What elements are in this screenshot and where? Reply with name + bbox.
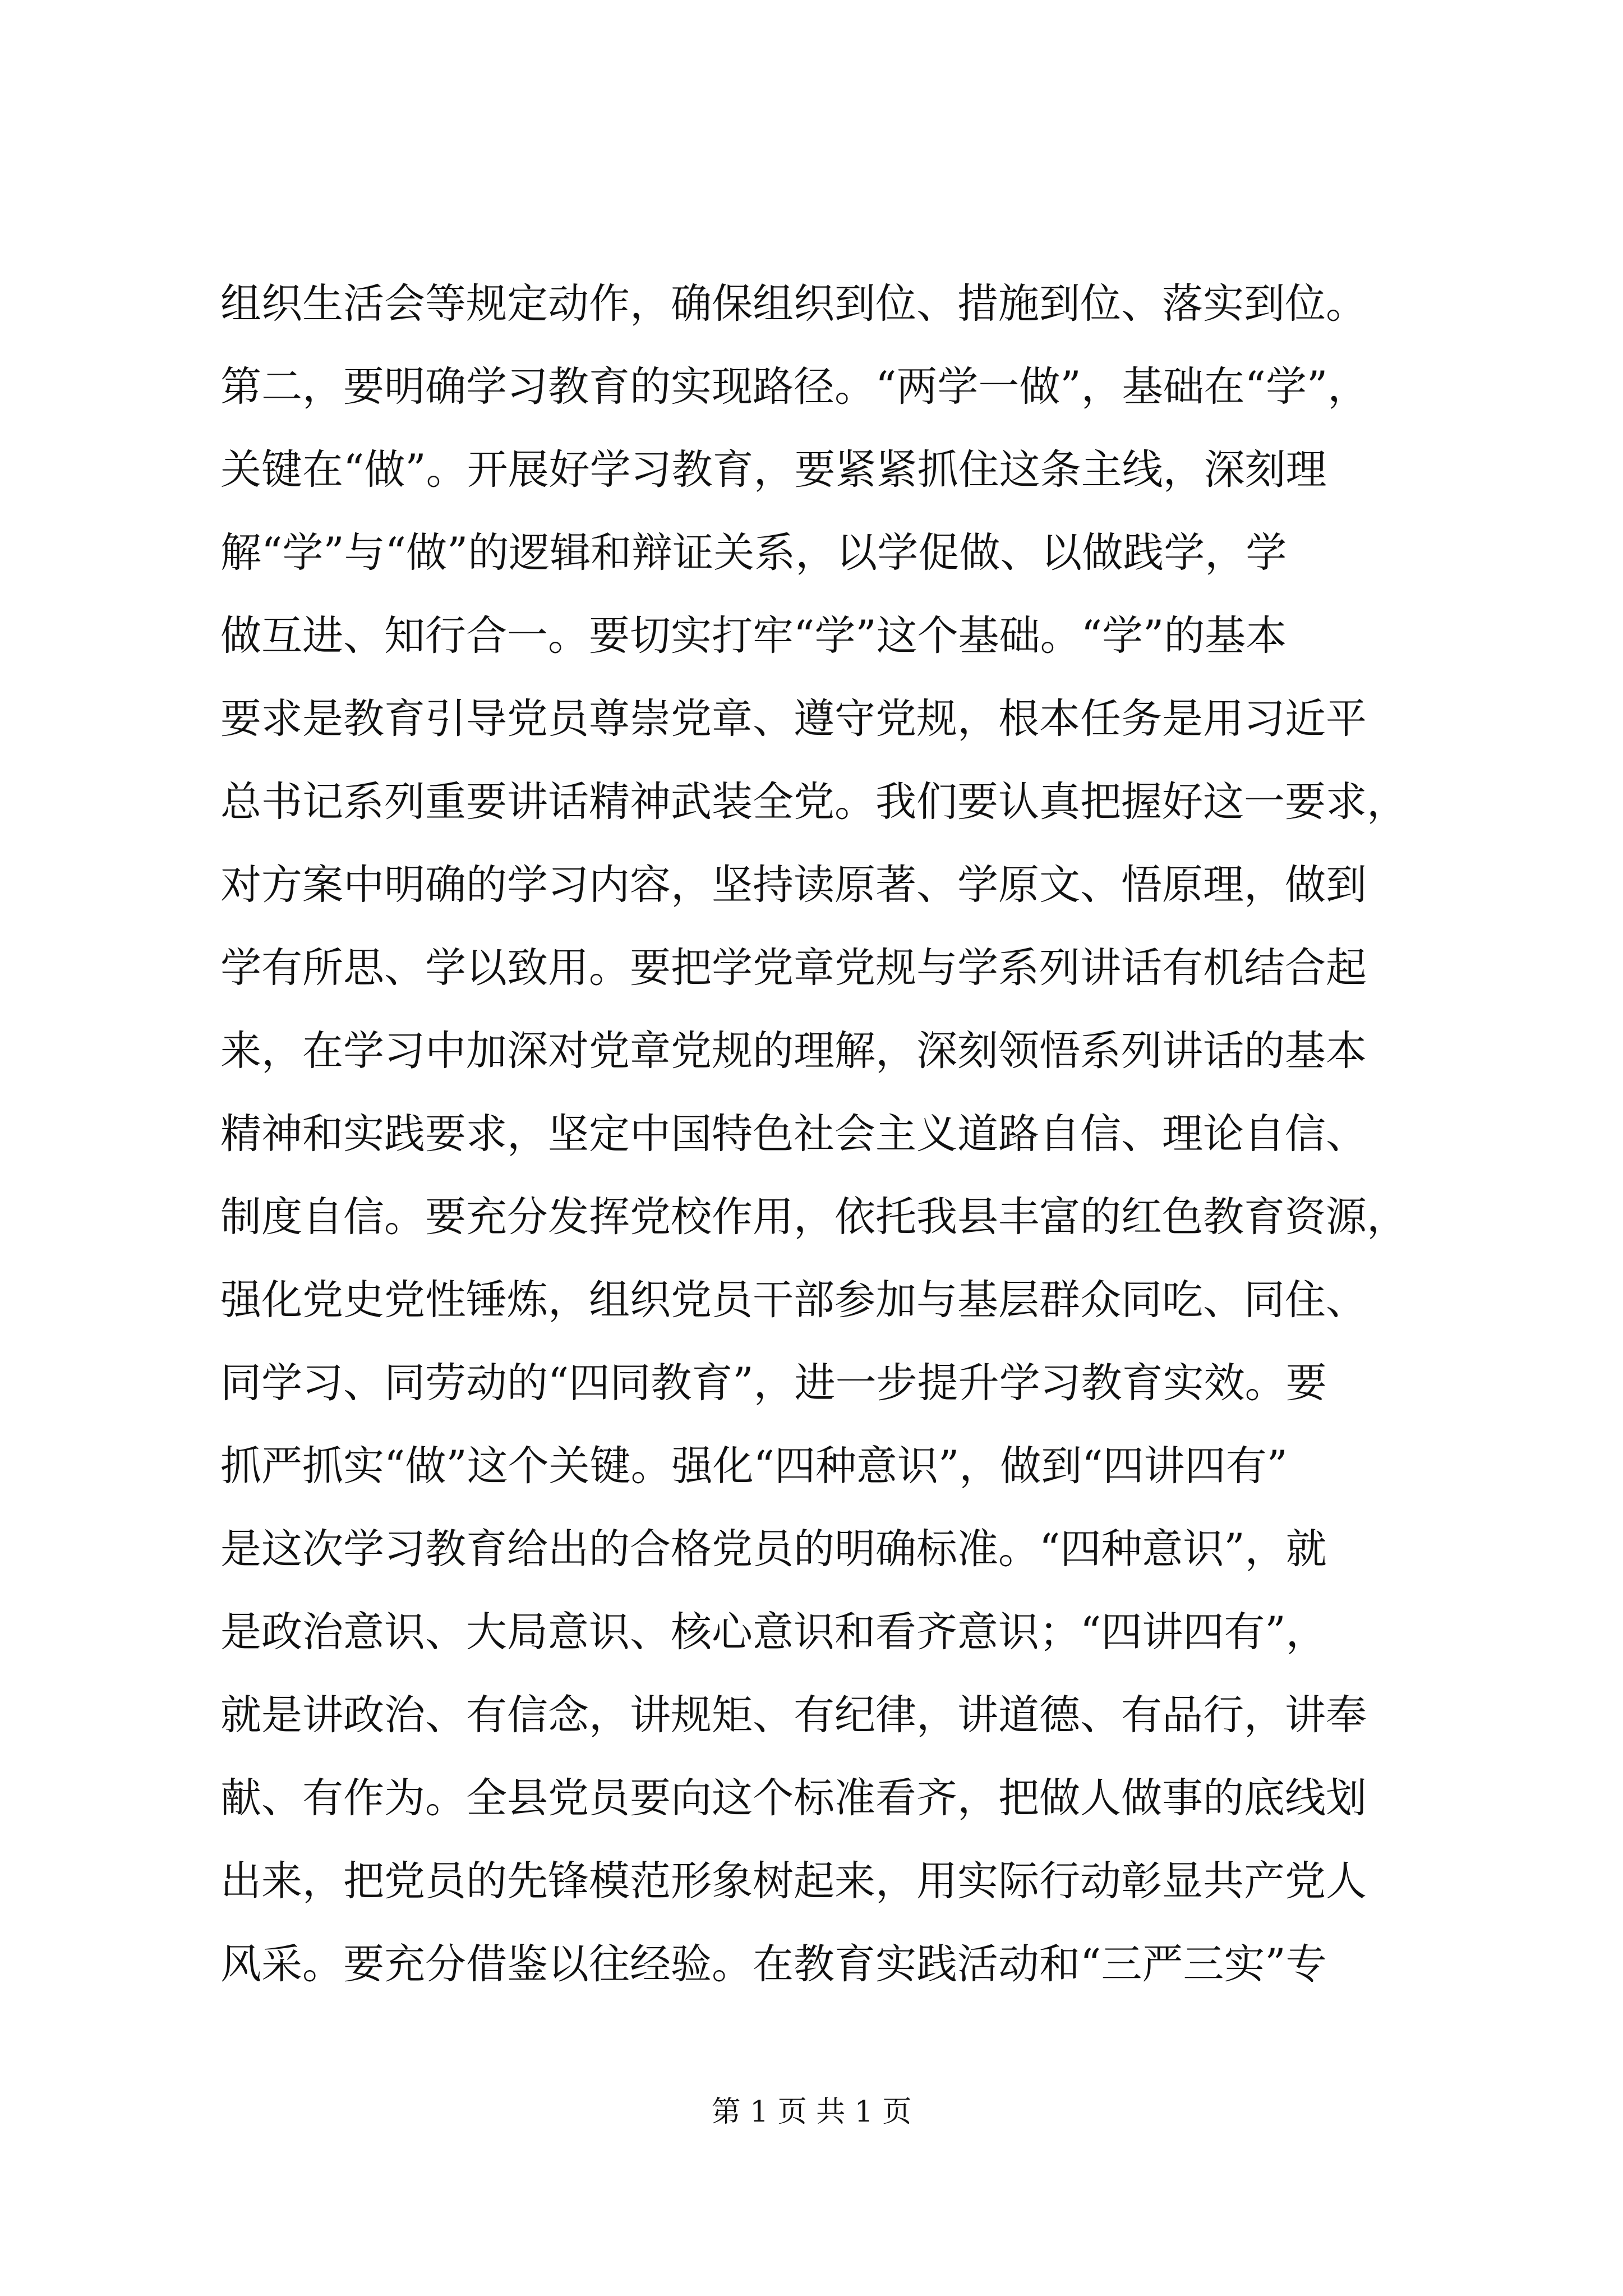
text-line: 对方案中明确的学习内容，坚持读原著、学原文、悟原理，做到	[220, 861, 1367, 909]
text-line: 制度自信。要充分发挥党校作用，依托我县丰富的红色教育资源，	[220, 1193, 1408, 1241]
text-line: 学有所思、学以致用。要把学党章党规与学系列讲话有机结合起	[220, 944, 1367, 992]
text-line: 是这次学习教育给出的合格党员的明确标准。“四种意识”，就	[220, 1525, 1327, 1573]
text-line: 精神和实践要求，坚定中国特色社会主义道路自信、理论自信、	[220, 1110, 1367, 1158]
text-line: 同学习、同劳动的“四同教育”，进一步提升学习教育实效。要	[220, 1359, 1327, 1407]
page-footer: 第 1 页 共 1 页	[711, 2095, 912, 2129]
text-line: 风采。要充分借鉴以往经验。在教育实践活动和“三严三实”专	[220, 1940, 1327, 1988]
text-line: 献、有作为。全县党员要向这个标准看齐，把做人做事的底线划	[220, 1774, 1367, 1822]
text-line: 强化党史党性锤炼，组织党员干部参加与基层群众同吃、同住、	[220, 1276, 1367, 1324]
text-line: 总书记系列重要讲话精神武装全党。我们要认真把握好这一要求，	[220, 778, 1408, 826]
text-line: 第二，要明确学习教育的实现路径。“两学一做”，基础在“学”，	[220, 363, 1369, 411]
text-line: 组织生活会等规定动作，确保组织到位、措施到位、落实到位。	[220, 280, 1367, 328]
body-text	[220, 263, 1482, 2006]
text-line: 出来，把党员的先锋模范形象树起来，用实际行动彰显共产党人	[220, 1857, 1367, 1905]
text-line: 要求是教育引导党员尊崇党章、遵守党规，根本任务是用习近平	[220, 695, 1367, 743]
text-line: 是政治意识、大局意识、核心意识和看齐意识；“四讲四有”，	[220, 1608, 1327, 1656]
text-line: 做互进、知行合一。要切实打牢“学”这个基础。“学”的基本	[220, 612, 1287, 660]
text-line: 解“学”与“做”的逻辑和辩证关系，以学促做、以做践学，学	[220, 529, 1287, 577]
text-line: 就是讲政治、有信念，讲规矩、有纪律，讲道德、有品行，讲奉	[220, 1691, 1367, 1739]
text-line: 关键在“做”。开展好学习教育，要紧紧抓住这条主线，深刻理	[220, 446, 1327, 494]
text-line: 抓严抓实“做”这个关键。强化“四种意识”，做到“四讲四有”	[220, 1442, 1288, 1490]
text-line: 来，在学习中加深对党章党规的理解，深刻领悟系列讲话的基本	[220, 1027, 1367, 1075]
